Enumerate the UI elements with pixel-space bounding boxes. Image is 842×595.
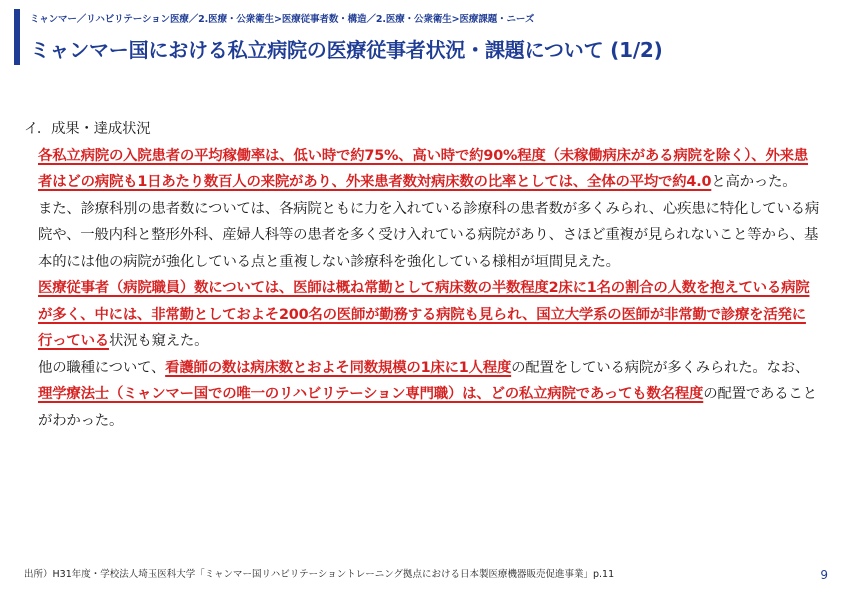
text-other-roles-a: 他の職種について、 (38, 359, 166, 376)
highlight-staff: 医療従事者（病院職員）数については、医師は概ね常勤として病床数の半数程度2床に1名の割合の人数を抱えている病院が多く、中には、非常勤としておよそ200名の医師が勤務する病院も見られ、国立大学系の医師が非常勤で診療を活発に行っている (38, 280, 810, 349)
text-other-roles-c: の配置であることがわかった。 (38, 386, 817, 429)
section-heading: イ．成果・達成状況 (24, 121, 151, 137)
page-title: ミャンマー国における私立病院の医療従事者状況・課題について (1/2) (30, 38, 663, 62)
highlight-occupancy: 各私立病院の入院患者の平均稼働率は、低い時で約75%、高い時で約90%程度（未稼働病床がある病院を除く）、外来患者はどの病院も1日あたり数百人の来院があり、外来患者数対病床数の比率としては、全体の平均で約4.0 (38, 147, 809, 190)
paragraph-other-roles (24, 355, 820, 435)
text-occupancy-tail: と高かった。 (711, 174, 797, 190)
page-number: 9 (820, 568, 828, 582)
text-other-roles-b: の配置をしている病院が多くみられた。なお、 (511, 359, 810, 376)
text-staff-tail: 状況も窺えた。 (108, 333, 209, 349)
paragraph-staff (24, 275, 820, 355)
highlight-nurses: 看護師の数は病床数とおよそ同数規模の1床に1人程度 (165, 359, 512, 376)
highlight-physiotherapists: 理学療法士（ミャンマー国での唯一のリハビリテーション専門職）は、どの私立病院であっても数名程度 (38, 386, 704, 402)
body-text (24, 116, 820, 434)
paragraph-departments: また、診療科別の患者数については、各病院ともに力を入れている診療科の患者数が多くみられ、心疾患に特化している病院や、一般内科と整形外科、産婦人科等の患者を多く受け入れている病院があり、さほど重複が見られないこと等から、基本的には他の病院が強化している点と重複しない診療科を強化している様相が垣間見えた。 (38, 200, 820, 270)
breadcrumb: ミャンマー／リハビリテーション医療／2.医療・公衆衛生>医療従事者数・構造／2.医療・公衆衛生>医療課題・ニーズ (30, 14, 535, 25)
paragraph-occupancy (24, 143, 820, 196)
source-note: 出所）H31年度・学校法人埼玉医科大学「ミャンマー国リハビリテーショントレーニング拠点における日本製医療機器販売促進事業」p.11 (24, 569, 615, 580)
title-accent-bar (14, 9, 20, 65)
